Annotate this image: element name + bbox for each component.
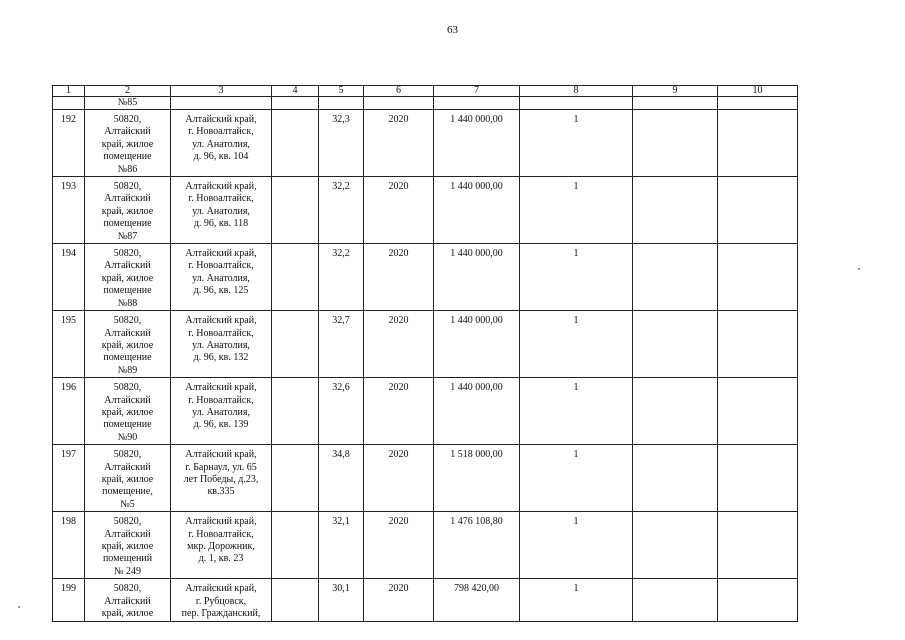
table-body bbox=[53, 86, 798, 622]
cell-c4 bbox=[272, 512, 319, 579]
table-row bbox=[53, 512, 798, 579]
header-cell-10: 10 bbox=[718, 86, 798, 97]
cell-price: 1 440 000,00 bbox=[434, 311, 520, 378]
cell-c9 bbox=[633, 579, 718, 622]
cont-cell-4 bbox=[272, 97, 319, 110]
cell-c10 bbox=[718, 177, 798, 244]
cell-num: 196 bbox=[53, 378, 85, 445]
cell-area: 32,3 bbox=[319, 110, 364, 177]
cell-qty: 1 bbox=[520, 579, 633, 622]
cell-c4 bbox=[272, 378, 319, 445]
header-cell-8: 8 bbox=[520, 86, 633, 97]
header-cell-5: 5 bbox=[319, 86, 364, 97]
cell-price: 1 476 108,80 bbox=[434, 512, 520, 579]
cont-cell-5 bbox=[319, 97, 364, 110]
cell-qty: 1 bbox=[520, 244, 633, 311]
cell-object: 50820, Алтайский край, жилое помещение №89 bbox=[85, 311, 171, 378]
registry-table bbox=[52, 85, 798, 622]
cell-price: 798 420,00 bbox=[434, 579, 520, 622]
cell-c4 bbox=[272, 445, 319, 512]
cell-object: 50820, Алтайский край, жилое помещение №90 bbox=[85, 378, 171, 445]
cell-qty: 1 bbox=[520, 445, 633, 512]
cell-address: Алтайский край, г. Новоалтайск, ул. Анатолия, д. 96, кв. 118 bbox=[171, 177, 272, 244]
cell-price: 1 440 000,00 bbox=[434, 244, 520, 311]
cell-area: 32,2 bbox=[319, 177, 364, 244]
continuation-row bbox=[53, 97, 798, 110]
header-cell-1: 1 bbox=[53, 86, 85, 97]
cell-c10 bbox=[718, 512, 798, 579]
cell-price: 1 518 000,00 bbox=[434, 445, 520, 512]
cell-num: 199 bbox=[53, 579, 85, 622]
cell-c4 bbox=[272, 177, 319, 244]
cell-object: 50820, Алтайский край, жилое помещение №86 bbox=[85, 110, 171, 177]
cell-c10 bbox=[718, 445, 798, 512]
cont-cell-8 bbox=[520, 97, 633, 110]
header-cell-4: 4 bbox=[272, 86, 319, 97]
cell-area: 32,7 bbox=[319, 311, 364, 378]
table-row bbox=[53, 177, 798, 244]
cell-object: 50820, Алтайский край, жилое помещений № 249 bbox=[85, 512, 171, 579]
cell-object: 50820, Алтайский край, жилое bbox=[85, 579, 171, 622]
table-row bbox=[53, 378, 798, 445]
cell-qty: 1 bbox=[520, 512, 633, 579]
cell-year: 2020 bbox=[364, 512, 434, 579]
header-row bbox=[53, 86, 798, 97]
cell-c9 bbox=[633, 177, 718, 244]
cell-c10 bbox=[718, 244, 798, 311]
cell-qty: 1 bbox=[520, 378, 633, 445]
cell-price: 1 440 000,00 bbox=[434, 110, 520, 177]
cell-c10 bbox=[718, 311, 798, 378]
cell-c10 bbox=[718, 110, 798, 177]
cell-num: 192 bbox=[53, 110, 85, 177]
cell-year: 2020 bbox=[364, 311, 434, 378]
cell-address: Алтайский край, г. Новоалтайск, ул. Анатолия, д. 96, кв. 132 bbox=[171, 311, 272, 378]
cell-address: Алтайский край, г. Рубцовск, пер. Гражданский, bbox=[171, 579, 272, 622]
cell-year: 2020 bbox=[364, 177, 434, 244]
cell-price: 1 440 000,00 bbox=[434, 177, 520, 244]
table-row bbox=[53, 311, 798, 378]
cell-qty: 1 bbox=[520, 177, 633, 244]
cell-price: 1 440 000,00 bbox=[434, 378, 520, 445]
cell-c9 bbox=[633, 512, 718, 579]
scan-speck bbox=[18, 606, 20, 608]
cont-cell-9 bbox=[633, 97, 718, 110]
cell-c9 bbox=[633, 378, 718, 445]
table-row bbox=[53, 579, 798, 622]
cont-cell-2: №85 bbox=[85, 97, 171, 110]
table-row bbox=[53, 110, 798, 177]
header-cell-9: 9 bbox=[633, 86, 718, 97]
cell-c9 bbox=[633, 110, 718, 177]
table-row bbox=[53, 445, 798, 512]
cont-cell-6 bbox=[364, 97, 434, 110]
cell-area: 32,2 bbox=[319, 244, 364, 311]
cell-object: 50820, Алтайский край, жилое помещение №87 bbox=[85, 177, 171, 244]
cell-area: 32,1 bbox=[319, 512, 364, 579]
cell-address: Алтайский край, г. Барнаул, ул. 65 лет Победы, д.23, кв.335 bbox=[171, 445, 272, 512]
cell-address: Алтайский край, г. Новоалтайск, ул. Анатолия, д. 96, кв. 104 bbox=[171, 110, 272, 177]
cell-c10 bbox=[718, 579, 798, 622]
header-cell-6: 6 bbox=[364, 86, 434, 97]
cell-num: 197 bbox=[53, 445, 85, 512]
cell-num: 193 bbox=[53, 177, 85, 244]
cell-num: 195 bbox=[53, 311, 85, 378]
cell-area: 30,1 bbox=[319, 579, 364, 622]
cell-year: 2020 bbox=[364, 378, 434, 445]
page-number: 63 bbox=[447, 24, 458, 36]
cont-cell-10 bbox=[718, 97, 798, 110]
cont-cell-3 bbox=[171, 97, 272, 110]
cell-object: 50820, Алтайский край, жилое помещение №88 bbox=[85, 244, 171, 311]
cell-c4 bbox=[272, 110, 319, 177]
cell-area: 32,6 bbox=[319, 378, 364, 445]
cell-address: Алтайский край, г. Новоалтайск, ул. Анатолия, д. 96, кв. 125 bbox=[171, 244, 272, 311]
cell-c4 bbox=[272, 244, 319, 311]
cell-qty: 1 bbox=[520, 110, 633, 177]
cell-c10 bbox=[718, 378, 798, 445]
cell-object: 50820, Алтайский край, жилое помещение, №5 bbox=[85, 445, 171, 512]
cell-area: 34,8 bbox=[319, 445, 364, 512]
header-cell-7: 7 bbox=[434, 86, 520, 97]
cell-num: 198 bbox=[53, 512, 85, 579]
cell-c9 bbox=[633, 445, 718, 512]
cell-c9 bbox=[633, 244, 718, 311]
cell-c4 bbox=[272, 579, 319, 622]
cell-c9 bbox=[633, 311, 718, 378]
cell-year: 2020 bbox=[364, 579, 434, 622]
header-cell-2: 2 bbox=[85, 86, 171, 97]
cell-year: 2020 bbox=[364, 445, 434, 512]
cont-cell-1 bbox=[53, 97, 85, 110]
cell-address: Алтайский край, г. Новоалтайск, мкр. Дорожник, д. 1, кв. 23 bbox=[171, 512, 272, 579]
cell-year: 2020 bbox=[364, 244, 434, 311]
cell-num: 194 bbox=[53, 244, 85, 311]
cell-address: Алтайский край, г. Новоалтайск, ул. Анатолия, д. 96, кв. 139 bbox=[171, 378, 272, 445]
cell-year: 2020 bbox=[364, 110, 434, 177]
scan-speck bbox=[858, 268, 860, 270]
table-row bbox=[53, 244, 798, 311]
cont-cell-7 bbox=[434, 97, 520, 110]
cell-c4 bbox=[272, 311, 319, 378]
cell-qty: 1 bbox=[520, 311, 633, 378]
header-cell-3: 3 bbox=[171, 86, 272, 97]
